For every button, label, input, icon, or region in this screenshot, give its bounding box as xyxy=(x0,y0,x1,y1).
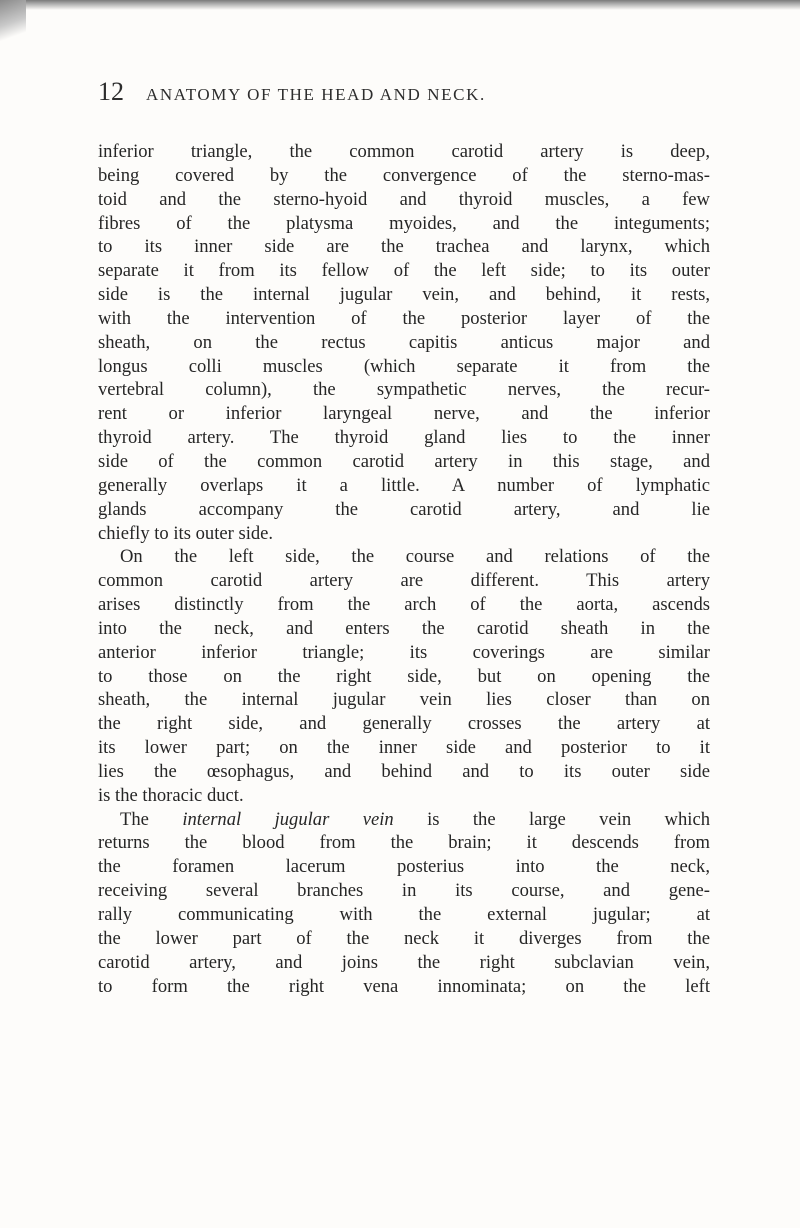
text-line: vertebral column), the sympathetic nerves, the recur- xyxy=(98,379,710,401)
text-line: longus colli muscles (which separate it from the xyxy=(98,355,710,377)
text-line: inferior triangle, the common carotid artery is deep, xyxy=(98,141,710,162)
text-line: generally overlaps it a little. A number of lymphatic xyxy=(98,474,710,496)
text-line: rally communicating with the external jugular; at xyxy=(98,904,710,925)
text-line: returns the blood from the brain; it descends from xyxy=(98,832,710,854)
running-title: ANATOMY OF THE HEAD AND NECK. xyxy=(146,85,486,104)
text-line: the right side, and generally crosses the artery at xyxy=(98,713,710,735)
text-line: toid and the sterno-hyoid and thyroid muscles, a few xyxy=(98,188,710,210)
text-line: to those on the right side, but on opening the xyxy=(98,665,710,687)
text-line: into the neck, and enters the carotid sheath in the xyxy=(98,617,710,639)
text-line-remainder: is the large vein which xyxy=(427,808,710,830)
text-line: separate it from its fellow of the left side; to its outer xyxy=(98,260,710,282)
text-line: arises distinctly from the arch of the aorta, ascends xyxy=(98,594,710,616)
scan-shadow-edge xyxy=(0,0,800,10)
text-line-mixed xyxy=(98,808,710,832)
text-line: chiefly to its outer side. xyxy=(98,522,274,544)
text-line: is the thoracic duct. xyxy=(98,784,244,806)
text-line: with the intervention of the posterior layer of the xyxy=(98,307,710,329)
paragraph-lead-word: The xyxy=(120,808,149,830)
text-line: sheath, the internal jugular vein lies closer than on xyxy=(98,689,710,711)
page-number: 12 xyxy=(98,77,124,106)
text-line: fibres of the platysma myoides, and the integuments; xyxy=(98,212,710,234)
text-line: On the left side, the course and relations of the xyxy=(120,546,710,568)
text-line: side is the internal jugular vein, and behind, it rests, xyxy=(98,284,710,306)
italic-term: internal jugular vein xyxy=(182,808,394,830)
text-line: sheath, on the rectus capitis anticus major and xyxy=(98,331,710,353)
scan-shadow-corner xyxy=(0,0,26,50)
text-line: to form the right vena innominata; on the left xyxy=(98,975,710,997)
text-line: being covered by the convergence of the sterno-mas- xyxy=(98,164,710,186)
text-line: side of the common carotid artery in this stage, and xyxy=(98,450,710,472)
text-line: receiving several branches in its course, and gene- xyxy=(98,880,710,902)
text-line: its lower part; on the inner side and posterior to it xyxy=(98,737,710,759)
text-line: common carotid artery are different. This artery xyxy=(98,570,710,592)
text-line: to its inner side are the trachea and larynx, which xyxy=(98,236,710,258)
body-text xyxy=(98,140,710,998)
page-header xyxy=(98,76,738,116)
text-line: glands accompany the carotid artery, and lie xyxy=(98,498,710,520)
text-line: thyroid artery. The thyroid gland lies to the inner xyxy=(98,427,710,449)
text-line: anterior inferior triangle; its coverings are similar xyxy=(98,641,710,663)
text-line: lies the œsophagus, and behind and to its outer side xyxy=(98,760,710,782)
text-line: the lower part of the neck it diverges from the xyxy=(98,927,710,949)
text-line: carotid artery, and joins the right subclavian vein, xyxy=(98,951,710,973)
text-line: the foramen lacerum posterius into the neck, xyxy=(98,856,710,878)
text-line: rent or inferior laryngeal nerve, and the inferior xyxy=(98,403,710,425)
